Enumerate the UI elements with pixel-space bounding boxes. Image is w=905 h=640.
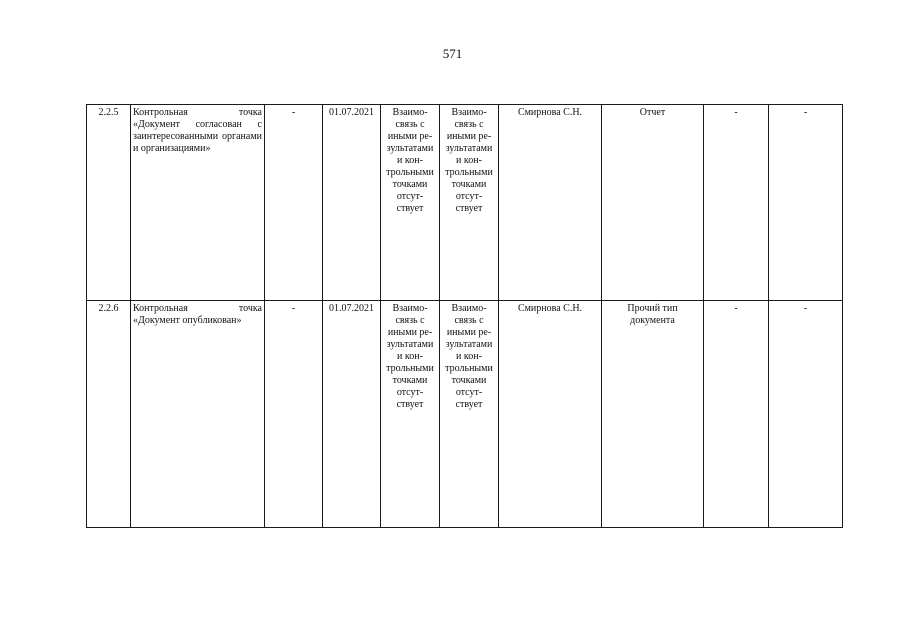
table-row	[87, 301, 843, 528]
empty-value-cell: -	[769, 105, 843, 301]
empty-value-cell: -	[265, 105, 323, 301]
document-type-cell: Отчет	[602, 105, 704, 301]
relation-cell-2: Взаимо- связь с иными ре- зультатами и кон- трольными точками отсут- ствует	[440, 301, 499, 528]
control-point-name-cell: Контрольная точка «Документ согласован с заинтересованными органами и организациями»	[131, 105, 265, 301]
responsible-person-cell: Смирнова С.Н.	[499, 105, 602, 301]
empty-value-cell: -	[265, 301, 323, 528]
row-number-cell: 2.2.5	[87, 105, 131, 301]
relation-cell-2: Взаимо- связь с иными ре- зультатами и кон- трольными точками отсут- ствует	[440, 105, 499, 301]
empty-value-cell: -	[769, 301, 843, 528]
empty-value-cell: -	[704, 301, 769, 528]
page-number: 571	[442, 46, 463, 61]
document-type-cell: Прочий тип документа	[602, 301, 704, 528]
row-number-cell: 2.2.6	[87, 301, 131, 528]
date-cell: 01.07.2021	[323, 301, 381, 528]
empty-value-cell: -	[704, 105, 769, 301]
relation-cell-1: Взаимо- связь с иными ре- зультатами и кон- трольными точками отсут- ствует	[381, 301, 440, 528]
responsible-person-cell: Смирнова С.Н.	[499, 301, 602, 528]
date-cell: 01.07.2021	[323, 105, 381, 301]
control-point-name-cell: Контрольная точка «Документ опубликован»	[131, 301, 265, 528]
table-row	[87, 105, 843, 301]
control-points-table	[86, 104, 843, 528]
relation-cell-1: Взаимо- связь с иными ре- зультатами и кон- трольными точками отсут- ствует	[381, 105, 440, 301]
